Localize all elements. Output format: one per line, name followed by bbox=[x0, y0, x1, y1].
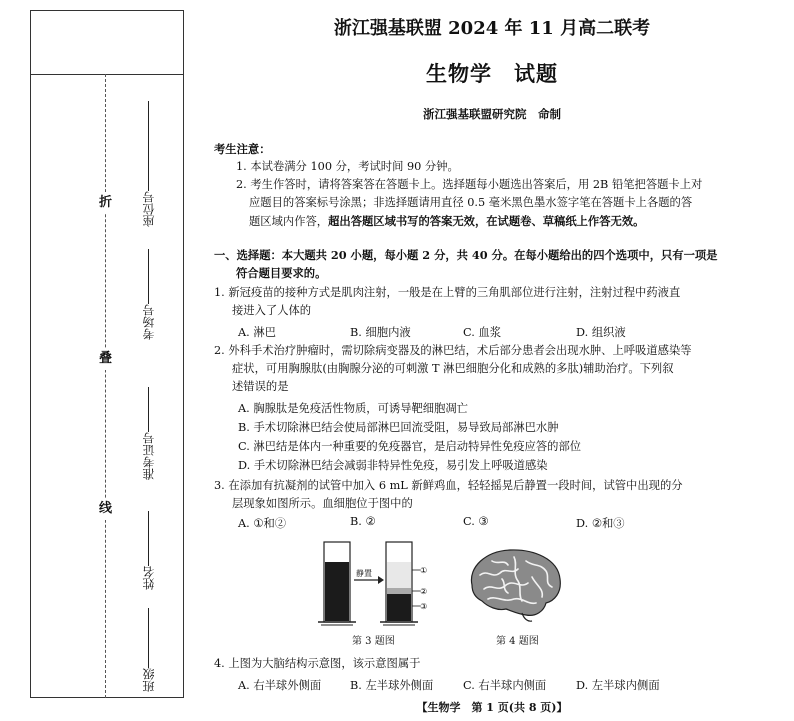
q3-option-c[interactable]: C. ③ bbox=[463, 515, 489, 528]
page-footer: 【生物学 第 1 页(共 8 页)】 bbox=[416, 701, 568, 714]
notice-item-1: 1. 本试卷满分 100 分，考试时间 90 分钟。 bbox=[236, 160, 459, 173]
q3-option-d[interactable]: D. ②和③ bbox=[576, 517, 625, 530]
q2-option-b[interactable]: B. 手术切除淋巴结会使局部淋巴回流受阻，易导致局部淋巴水肿 bbox=[238, 421, 559, 434]
section-heading: 一、选择题：本大题共 20 小题，每小题 2 分，共 40 分。在每小题给出的四个选项中，只有一项是 bbox=[214, 248, 718, 262]
author-line: 浙江强基联盟研究院 命制 bbox=[423, 107, 561, 121]
fig3-test-tubes bbox=[316, 536, 428, 628]
layer-label-2: ② bbox=[420, 587, 428, 596]
fold-char-1: 折 bbox=[99, 192, 112, 214]
test-tube-before bbox=[318, 542, 356, 625]
test-tube-after bbox=[380, 542, 418, 625]
q1-option-a[interactable]: A. 淋巴 bbox=[238, 326, 276, 339]
brain-outline bbox=[471, 550, 560, 615]
notice-item-2-cont: 应题目的答案标号涂黑；非选择题请用直径 0.5 毫米黑色墨水签字笔在答题卡上各题的答 bbox=[249, 196, 693, 209]
class-label: 班级 bbox=[142, 668, 156, 692]
admission-number-label: 准考证号 bbox=[142, 432, 156, 480]
exam-room-label: 考场号 bbox=[142, 304, 156, 340]
seat-number-label: 座位号 bbox=[142, 191, 156, 227]
exam-title: 浙江强基联盟 2024 年 11 月高二联考 bbox=[333, 18, 651, 39]
q3-option-b[interactable]: B. ② bbox=[350, 515, 376, 528]
q2-option-d[interactable]: D. 手术切除淋巴结会减弱非特异性免疫，易引发上呼吸道感染 bbox=[238, 459, 548, 472]
notice-item-2-end bbox=[249, 213, 644, 230]
notice-item-2: 2. 考生作答时，请将答案答在答题卡上。选择题每小题选出答案后，用 2B 铅笔把答题卡上对 bbox=[236, 178, 703, 191]
q3-option-a[interactable]: A. ①和② bbox=[238, 517, 287, 530]
q4-option-c[interactable]: C. 右半球内侧面 bbox=[463, 679, 547, 692]
layer-label-1: ① bbox=[420, 566, 428, 575]
subject-title: 生物学 试题 bbox=[426, 61, 558, 86]
q1-stem-cont: 接进入了人体的 bbox=[232, 304, 312, 317]
q2-option-a[interactable]: A. 胸腺肽是免疫活性物质，可诱导靶细胞凋亡 bbox=[238, 402, 468, 415]
fig3-caption: 第 3 题图 bbox=[352, 636, 395, 647]
q1-option-b[interactable]: B. 细胞内液 bbox=[350, 326, 411, 339]
q4-stem: 4. 上图为大脑结构示意图，该示意图属于 bbox=[214, 657, 421, 670]
q2-stem-cont-1: 症状，可用胸腺肽(由胸腺分泌的可刺激 T 淋巴细胞分化和成熟的多肽)辅助治疗。下列叙 bbox=[232, 362, 674, 375]
notice-heading: 考生注意： bbox=[214, 142, 271, 156]
fig4-brain-diagram bbox=[462, 545, 566, 623]
admission-number-field[interactable] bbox=[140, 380, 157, 480]
q2-stem: 2. 外科手术治疗肿瘤时，需切除病变器及的淋巴结，术后部分患者会出现水肿、上呼吸道感染等 bbox=[214, 344, 692, 357]
fold-char-3: 线 bbox=[99, 498, 112, 520]
margin-divider bbox=[30, 74, 184, 75]
notice-warning: 超出答题区域书写的答案无效，在试题卷、草稿纸上作答无效。 bbox=[328, 214, 645, 228]
name-label: 姓名 bbox=[142, 566, 156, 590]
q4-option-b[interactable]: B. 左半球外侧面 bbox=[350, 679, 434, 692]
q4-option-d[interactable]: D. 左半球内侧面 bbox=[576, 679, 660, 692]
seat-number-field[interactable] bbox=[140, 92, 157, 227]
q3-stem: 3. 在添加有抗凝剂的试管中加入 6 mL 新鲜鸡血，轻轻摇晃后静置一段时间，试管中出现的分 bbox=[214, 479, 683, 492]
class-field[interactable] bbox=[140, 600, 157, 692]
arrow-label: 静置 bbox=[356, 569, 372, 578]
q4-option-a[interactable]: A. 右半球外侧面 bbox=[238, 679, 322, 692]
fig4-caption: 第 4 题图 bbox=[496, 636, 539, 647]
exam-room-field[interactable] bbox=[140, 240, 157, 340]
q1-option-d[interactable]: D. 组织液 bbox=[576, 326, 626, 339]
name-field[interactable] bbox=[140, 500, 157, 590]
q1-option-c[interactable]: C. 血浆 bbox=[463, 326, 502, 339]
q2-stem-cont-2: 述错误的是 bbox=[232, 380, 289, 393]
q3-stem-cont: 层现象如图所示。血细胞位于图中的 bbox=[232, 497, 413, 510]
settle-arrow bbox=[354, 568, 384, 584]
section-heading-cont: 符合题目要求的。 bbox=[236, 266, 327, 280]
notice-normal-text: 题区域内作答， bbox=[249, 215, 329, 228]
fold-char-2: 叠 bbox=[99, 348, 112, 370]
fold-line bbox=[105, 74, 106, 698]
q2-option-c[interactable]: C. 淋巴结是体内一种重要的免疫器官，是启动特异性免疫应答的部位 bbox=[238, 440, 582, 453]
q1-stem: 1. 新冠疫苗的接种方式是肌肉注射，一般是在上臂的三角肌部位进行注射，注射过程中药液直 bbox=[214, 286, 681, 299]
layer-label-3: ③ bbox=[420, 602, 428, 611]
